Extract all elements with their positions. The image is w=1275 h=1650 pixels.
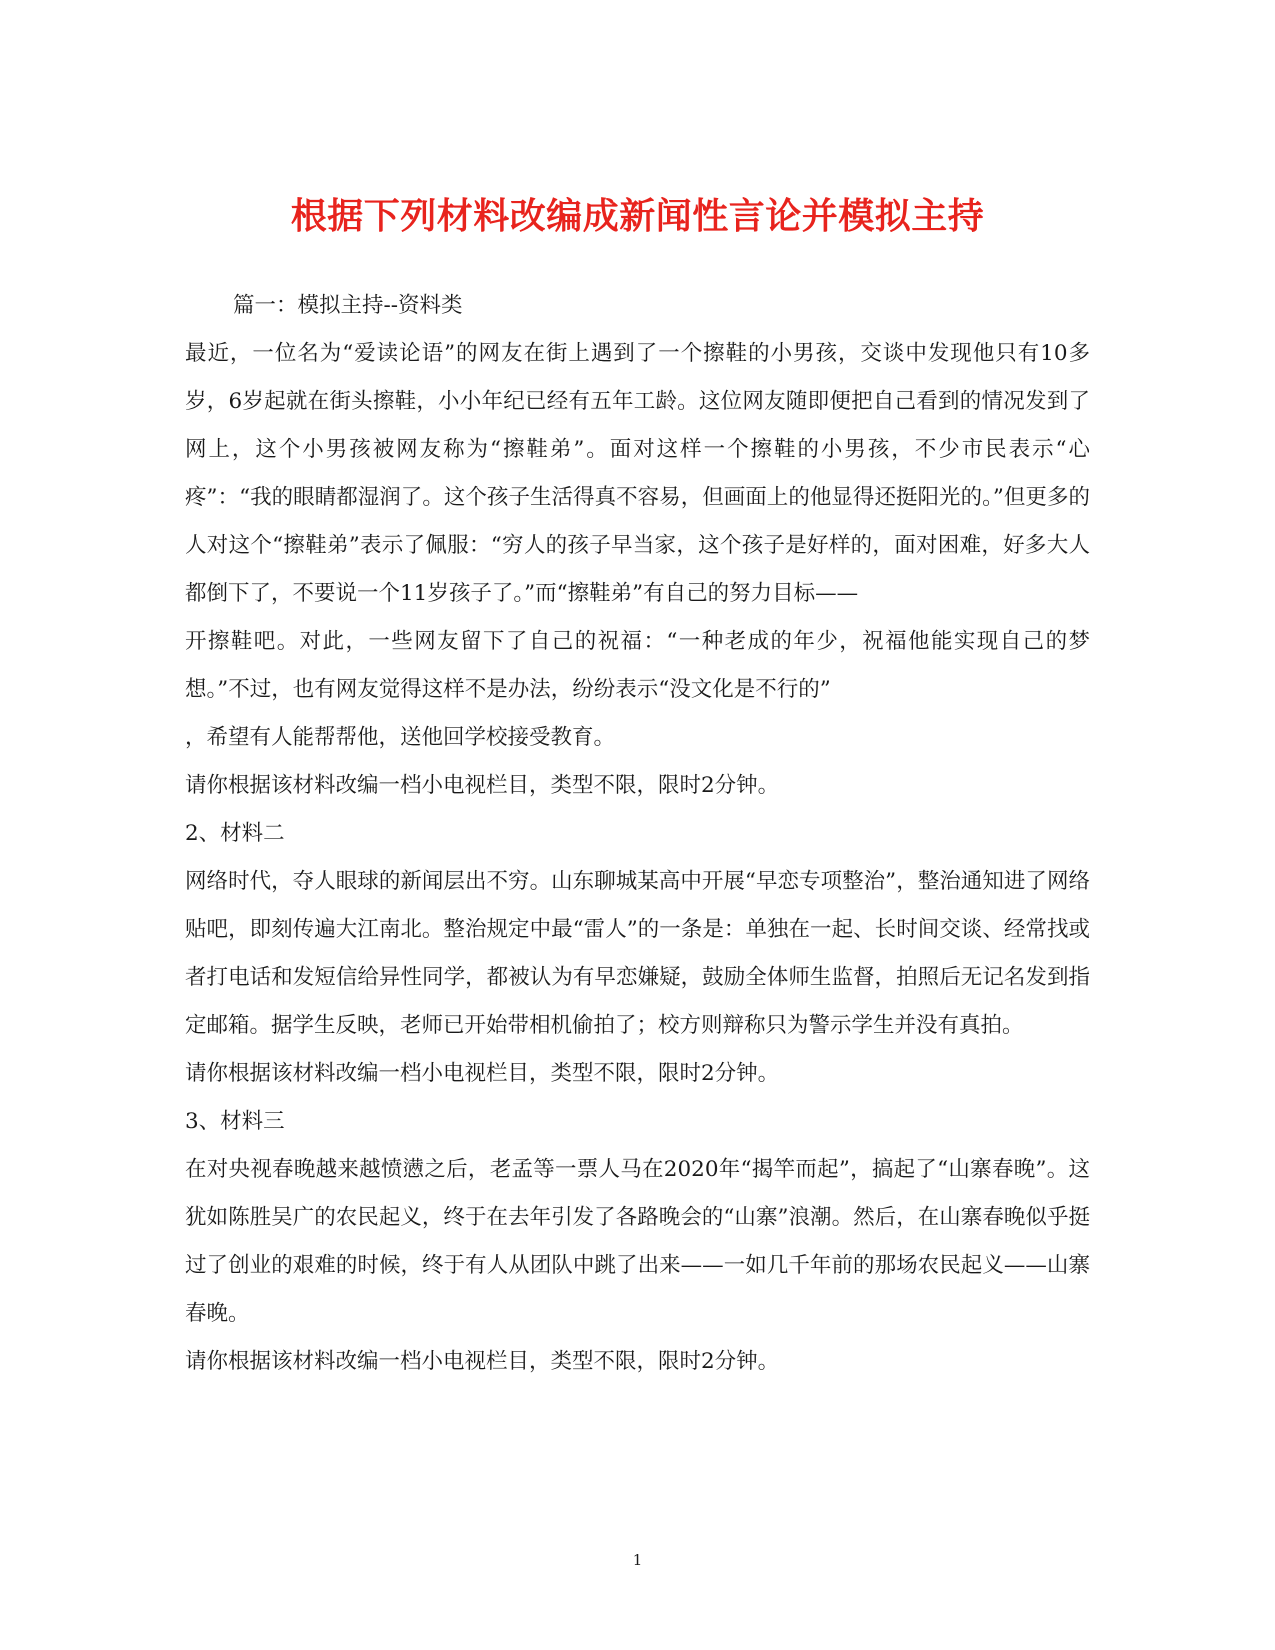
material-two-text: 网络时代，夺人眼球的新闻层出不穷。山东聊城某高中开展“早恋专项整治”，整治通知进了网络贴吧，即刻传遍大江南北。整治规定中最“雷人”的一条是：单独在一起、长时间交谈、经常找或者打电话和发短信给异性同学，都被认为有早恋嫌疑，鼓励全体师生监督，拍照后无记名发到指定邮箱。据学生反映，老师已开始带相机偷拍了；校方则辩称只为警示学生并没有真拍。 <box>185 869 1090 1038</box>
task-instruction: 请你根据该材料改编一档小电视栏目，类型不限，限时2分钟。 <box>185 773 780 798</box>
document-title: 根据下列材料改编成新闻性言论并模拟主持 <box>290 195 985 238</box>
task-instruction: 请你根据该材料改编一档小电视栏目，类型不限，限时2分钟。 <box>185 1061 780 1086</box>
material-three-heading: 3、材料三 <box>185 1109 285 1134</box>
section-heading: 篇一：模拟主持--资料类 <box>233 293 463 318</box>
document-body <box>185 282 1090 1386</box>
page-number: 1 <box>632 1551 643 1569</box>
material-three-text: 在对央视春晚越来越愤懑之后，老孟等一票人马在2020年“揭竿而起”，搞起了“山寨春晚”。这犹如陈胜吴广的农民起义，终于在去年引发了各路晚会的“山寨”浪潮。然后，在山寨春晚似乎挺过了创业的艰难的时候，终于有人从团队中跳了出来——一如几千年前的那场农民起义——山寨春晚。 <box>185 1157 1090 1326</box>
task-instruction: 请你根据该材料改编一档小电视栏目，类型不限，限时2分钟。 <box>185 1349 780 1374</box>
material-one-text: 最近，一位名为“爱读论语”的网友在街上遇到了一个擦鞋的小男孩，交谈中发现他只有10多岁，6岁起就在街头擦鞋，小小年纪已经有五年工龄。这位网友随即便把自己看到的情况发到了网上，这个小男孩被网友称为“擦鞋弟”。面对这样一个擦鞋的小男孩，不少市民表示“心疼”：“我的眼睛都湿润了。这个孩子生活得真不容易，但画面上的他显得还挺阳光的。”但更多的人对这个“擦鞋弟”表示了佩服：“穷人的孩子早当家，这个孩子是好样的，面对困难，好多大人都倒下了，不要说一个11岁孩子了。”而“擦鞋弟”有自己的努力目标—— <box>185 341 1090 606</box>
material-one-text-continued: 开擦鞋吧。对此，一些网友留下了自己的祝福：“一种老成的年少，祝福他能实现自己的梦想。”不过，也有网友觉得这样不是办法，纷纷表示“没文化是不行的” <box>185 629 1090 702</box>
material-one-text-end: ，希望有人能帮帮他，送他回学校接受教育。 <box>185 725 616 750</box>
material-two-heading: 2、材料二 <box>185 821 285 846</box>
